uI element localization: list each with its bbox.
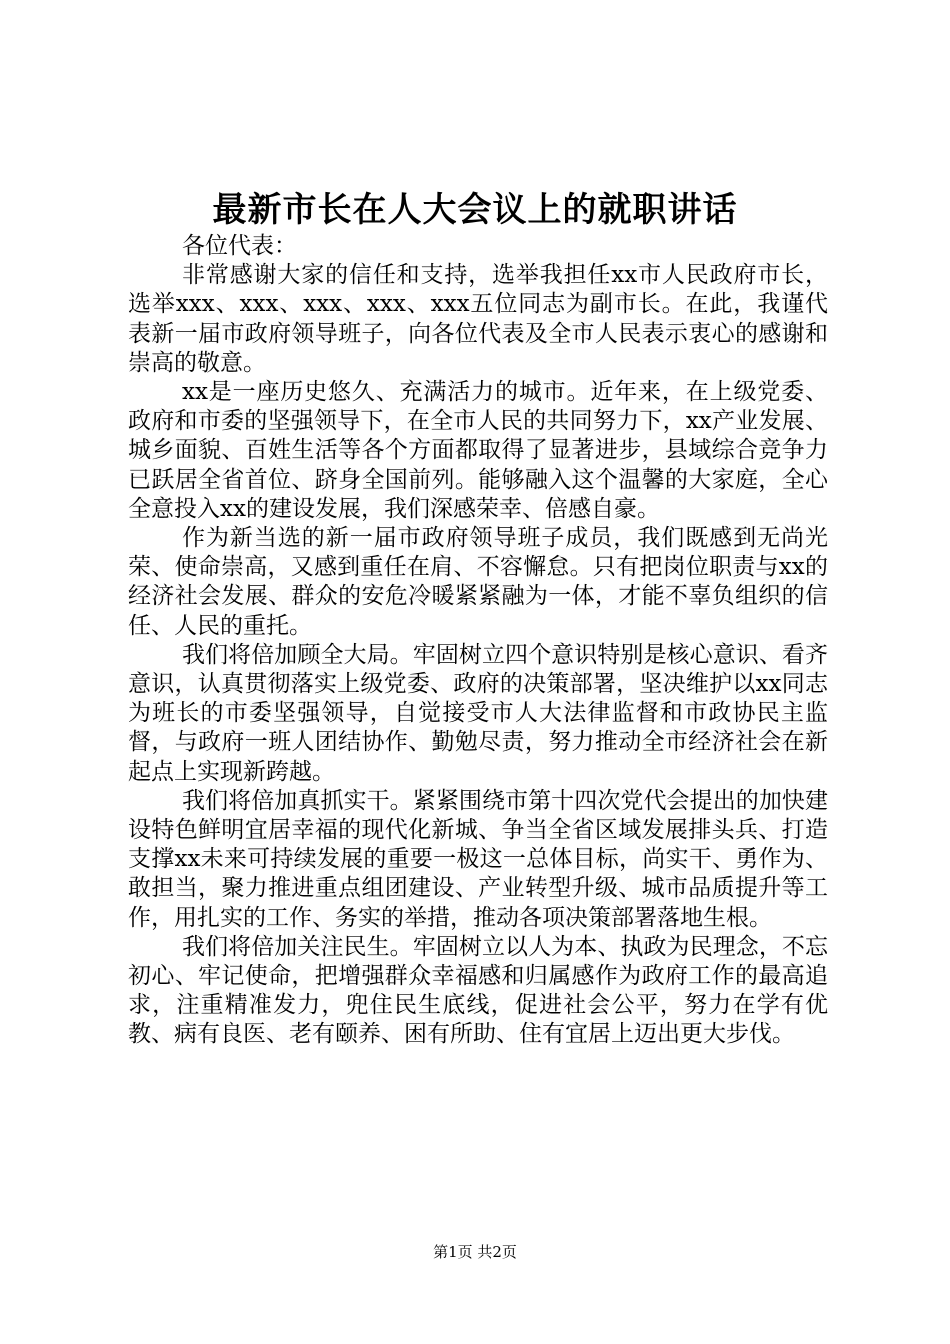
document-title: 最新市长在人大会议上的就职讲话 [212, 190, 738, 230]
body-paragraph: 作为新当选的新一届市政府领导班子成员，我们既感到无尚光荣、使命崇高，又感到重任在肩、不容懈怠。只有把岗位职责与xx的经济社会发展、群众的安危冷暖紧紧融为一体，才能不辜负组织的信任、人民的重托。 [128, 525, 828, 639]
body-paragraph: 我们将倍加关注民生。牢固树立以人为本、执政为民理念，不忘初心、牢记使命，把增强群众幸福感和归属感作为政府工作的最高追求，注重精准发力，兜住民生底线，促进社会公平，努力在学有优教、病有良医、老有颐养、困有所助、住有宜居上迈出更大步伐。 [128, 933, 828, 1048]
salutation-paragraph: 各位代表： [182, 233, 297, 259]
body-paragraph: 非常感谢大家的信任和支持，选举我担任xx市人民政府市长，选举xxx、xxx、xxx、xxx、xxx五位同志为副市长。在此，我谨代表新一届市政府领导班子，向各位代表及全市人民表示衷心的感谢和崇高的敬意。 [128, 262, 828, 376]
page-footer: 第1页 共2页 [433, 1243, 517, 1261]
body-paragraph: xx是一座历史悠久、充满活力的城市。近年来，在上级党委、政府和市委的坚强领导下，在全市人民的共同努力下，xx产业发展、城乡面貌、百姓生活等各个方面都取得了显著进步，县域综合竞争力已跃居全省首位、跻身全国前列。能够融入这个温馨的大家庭，全心全意投入xx的建设发展，我们深感荣幸、倍感自豪。 [128, 379, 828, 522]
document-body [128, 232, 828, 1050]
body-paragraph: 我们将倍加顾全大局。牢固树立四个意识特别是核心意识、看齐意识，认真贯彻落实上级党委、政府的决策部署，坚决维护以xx同志为班长的市委坚强领导，自觉接受市人大法律监督和市政协民主监督，与政府一班人团结协作、勤勉尽责，努力推动全市经济社会在新起点上实现新跨越。 [128, 641, 828, 785]
body-paragraph: 我们将倍加真抓实干。紧紧围绕市第十四次党代会提出的加快建设特色鲜明宜居幸福的现代化新城、争当全省区域发展排头兵、打造支撑xx未来可持续发展的重要一极这一总体目标，尚实干、勇作为、敢担当，聚力推进重点组团建设、产业转型升级、城市品质提升等工作，用扎实的工作、务实的举措，推动各项决策部署落地生根。 [128, 787, 828, 931]
